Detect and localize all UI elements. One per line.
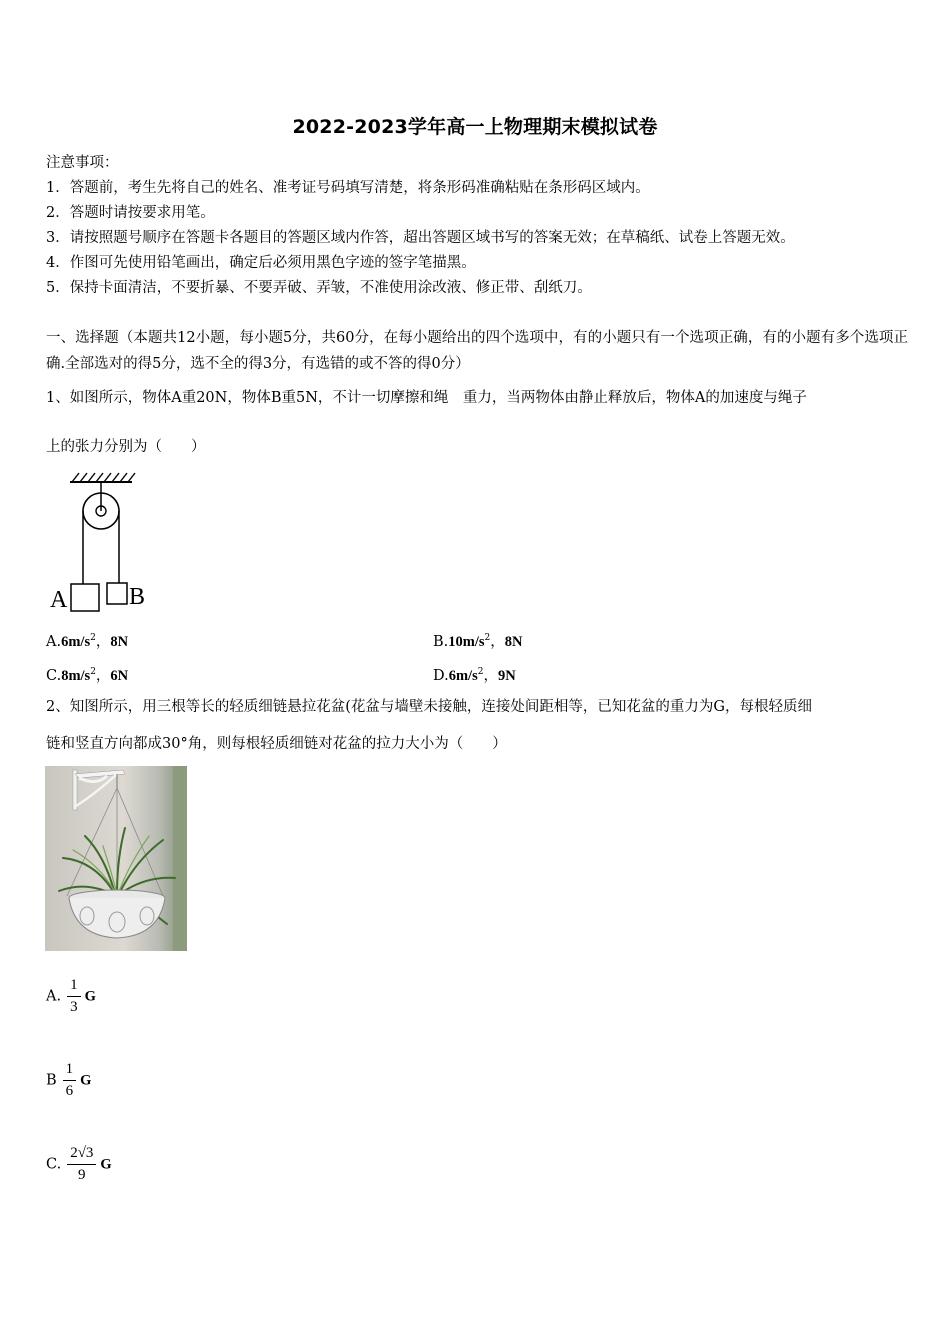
notice-heading: 注意事项： bbox=[46, 155, 119, 171]
question-2-text-cont: 链和竖直方向都成30°角，则每根轻质细链对花盆的拉力大小为（ ） bbox=[46, 736, 507, 752]
question-1-text: 1、如图所示，物体A重20N，物体B重5N，不计一切摩擦和绳 重力，当两物体由静止释放后，物体A的加速度与绳子 bbox=[46, 390, 807, 406]
notice-item: 1．答题前，考生先将自己的姓名、准考证号码填写清楚，将条形码准确粘贴在条形码区域内。 bbox=[46, 180, 650, 196]
hanging-plant-photo bbox=[45, 766, 187, 951]
notice-section bbox=[46, 151, 795, 301]
notice-item: 4．作图可先使用铅笔画出，确定后必须用黑色字迹的签字笔描黑。 bbox=[46, 255, 476, 271]
question-2-text: 2、知图所示，用三根等长的轻质细链悬拉花盆(花盆与墙壁未接触，连接处间距相等，已知花盆的重力为G，每根轻质细 bbox=[46, 699, 812, 715]
section-instructions: 一、选择题（本题共12小题，每小题5分，共60分，在每小题给出的四个选项中，有的小题只有一个选项正确，有的小题有多个选项正确.全部选对的得5分，选不全的得3分，有选错的或不答的得0分） bbox=[46, 330, 908, 372]
option-b: B $\frac{1}{6}$ G bbox=[46, 1061, 92, 1099]
option-a: $A.6m/s^2$，8N bbox=[46, 633, 129, 650]
option-a: A. $\frac{1}{3}$ G bbox=[46, 977, 96, 1015]
option-d: $D.6m/s^2$，9N bbox=[433, 667, 516, 684]
fraction: $\frac{2√3}{9}$ bbox=[67, 1145, 96, 1184]
notice-item: 5．保持卡面清洁，不要折暴、不要弄破、弄皱，不准使用涂改液、修正带、刮纸刀。 bbox=[46, 280, 592, 296]
pulley-diagram bbox=[48, 472, 152, 616]
option-c: $C.8m/s^2$，6N bbox=[46, 667, 129, 684]
question-1-text-cont: 上的张力分别为（ ） bbox=[46, 439, 206, 455]
notice-item: 3．请按照题号顺序在答题卡各题目的答题区域内作答，超出答题区域书写的答案无效；在草稿纸、试卷上答题无效。 bbox=[46, 230, 795, 246]
page-title: 2022-2023学年高一上物理期末模拟试卷 bbox=[292, 116, 658, 138]
label-b: B bbox=[129, 584, 146, 610]
fraction: $\frac{1}{6}$ bbox=[63, 1061, 77, 1100]
fraction: $\frac{1}{3}$ bbox=[67, 977, 81, 1016]
label-a: A bbox=[50, 587, 68, 613]
option-c: C. $\frac{2√3}{9}$ G bbox=[46, 1145, 112, 1183]
notice-item: 2．答题时请按要求用笔。 bbox=[46, 205, 215, 221]
option-b: $B.10m/s^2$，8N bbox=[433, 633, 523, 650]
